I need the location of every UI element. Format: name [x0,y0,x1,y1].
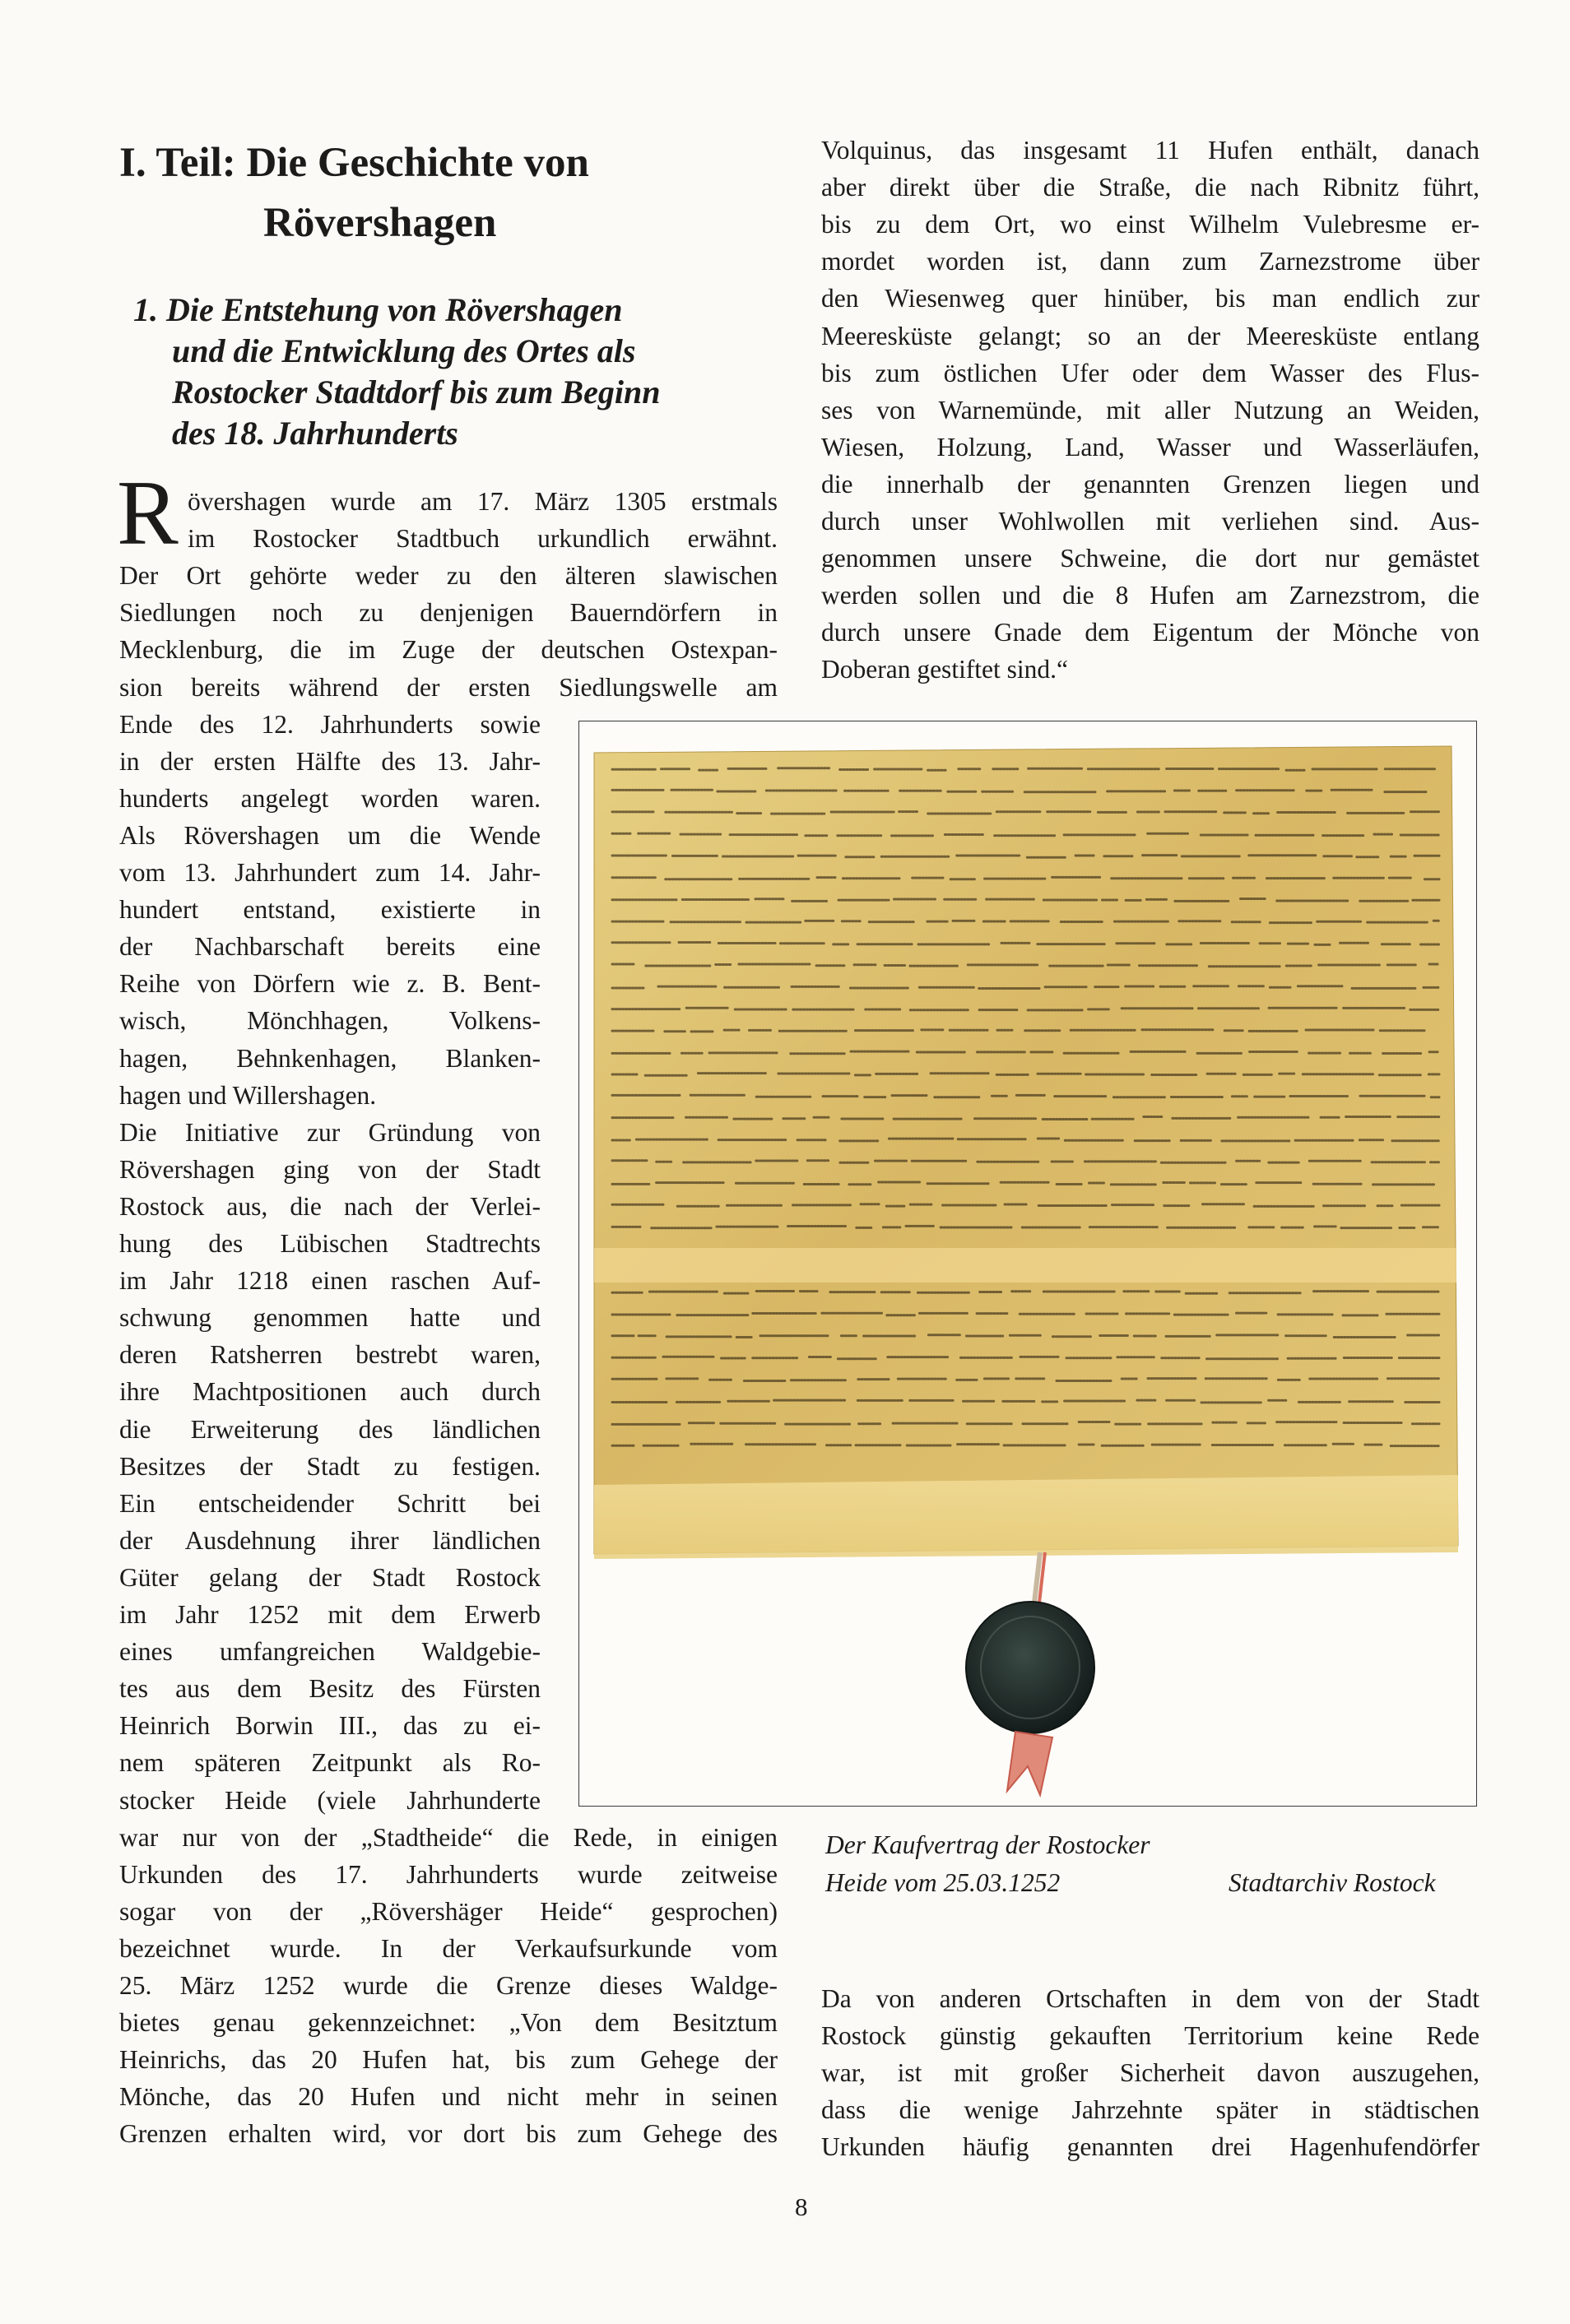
body-text-line: eines umfangreichen Waldgebie- [119,1637,541,1667]
figure-caption-line-1: Der Kaufvertrag der Rostocker [825,1830,1150,1859]
body-text-line: im Jahr 1218 einen raschen Auf- [119,1266,541,1296]
body-text-line: ihre Machtpositionen auch durch [119,1377,541,1407]
body-text-line: bis zu dem Ort, wo einst Wilhelm Vulebresme er- [821,210,1479,239]
parchment-fold [594,1248,1456,1283]
body-text-line: Urkunden des 17. Jahrhunderts wurde zeitweise [119,1859,778,1889]
body-text-line: bis zum östlichen Ufer oder dem Wasser des Flus- [821,358,1479,387]
body-text-line: im Jahr 1252 mit dem Erwerb [119,1600,541,1629]
body-text-line: Als Rövershagen um die Wende [119,820,541,850]
page-number: 8 [795,2192,808,2221]
body-text-line: im Rostocker Stadtbuch urkundlich erwähnt. [188,524,778,554]
body-text-line: Der Ort gehörte weder zu den älteren slawischen [119,561,778,591]
body-text-line: Heinrich Borwin III., das zu ei- [119,1711,541,1741]
section-heading-line-2: und die Entwicklung des Ortes als [172,332,636,369]
body-text-line: hundert entstand, existierte in [119,895,541,925]
body-text-line: dass die wenige Jahrzehnte später in städtischen [821,2095,1479,2125]
section-heading-line-3: Rostocker Stadtdorf bis zum Beginn [172,373,661,411]
section-heading-line-4: des 18. Jahrhunderts [172,415,458,452]
body-text-line: Rostock günstig gekauften Territorium keine Rede [821,2021,1479,2051]
body-text-line: mordet worden ist, dann zum Zarnezstrome über [821,247,1479,276]
body-text-line: Ende des 12. Jahrhunderts sowie [119,709,541,739]
body-text-line: hunderts angelegt worden waren. [119,783,541,813]
body-text-line: bezeichnet wurde. In der Verkaufsurkunde vom [119,1933,778,1963]
body-text-line: nem späteren Zeitpunkt als Ro- [119,1748,541,1778]
body-text-line: Ein entscheidender Schritt bei [119,1488,541,1518]
right-column-bottom [821,1980,1479,2178]
body-text-line: genommen unsere Schweine, die dort nur gemästet [821,544,1479,573]
body-text-line: Da von anderen Ortschaften in dem von der Stadt [821,1984,1479,2013]
chapter-title-line-2: Rövershagen [263,200,497,246]
body-text-line: hagen und Willershagen. [119,1080,377,1110]
body-text-line: övershagen wurde am 17. März 1305 erstmals [188,487,778,516]
figure-caption-line-2: Heide vom 25.03.1252 [825,1868,1061,1897]
body-text-line: sion bereits während der ersten Siedlungswelle am [119,672,778,702]
body-text-line: Besitzes der Stadt zu festigen. [119,1451,541,1481]
body-text-line: Wiesen, Holzung, Land, Wasser und Wasserläufen, [821,432,1479,462]
body-text-line: durch unser Wohlwollen mit verliehen sind. Aus- [821,507,1479,536]
body-text-line: die Erweiterung des ländlichen [119,1414,541,1444]
body-text-line: durch unsere Gnade dem Eigentum der Mönche von [821,618,1479,647]
body-text-line: war, ist mit großer Sicherheit davon auszugehen, [821,2058,1479,2088]
right-column-top [821,132,1479,707]
parchment-bottom-fold [594,1475,1458,1559]
body-text-line: schwung genommen hatte und [119,1303,541,1333]
chapter-title-line-1: I. Teil: Die Geschichte von [119,140,589,186]
figure-credit: Stadtarchiv Rostock [1229,1868,1436,1897]
body-text-line: ses von Warnemünde, mit aller Nutzung an Weiden, [821,395,1479,424]
body-text-line: Rövershagen ging von der Stadt [119,1154,541,1184]
body-text-line: deren Ratsherren bestrebt waren, [119,1340,541,1370]
charter-image [579,721,1476,1806]
body-text-line: Die Initiative zur Gründung von [119,1117,541,1147]
body-text-line: sogar von der „Rövershäger Heide“ gesprochen) [119,1896,778,1926]
body-text-line: vom 13. Jahrhundert zum 14. Jahr- [119,858,541,887]
body-text-line: tes aus dem Besitz des Fürsten [119,1674,541,1704]
wax-seal [966,1602,1094,1733]
body-text-line: den Wiesenweg quer hinüber, bis man endlich zur [821,284,1479,313]
body-text-line: stocker Heide (viele Jahrhunderte [119,1785,541,1815]
parchment-sheet [594,746,1458,1554]
body-text-line: in der ersten Hälfte des 13. Jahr- [119,746,541,776]
body-text-line: hung des Lübischen Stadtrechts [119,1229,541,1258]
body-text-line: Heinrichs, das 20 Hufen hat, bis zum Gehege der [119,2045,778,2075]
body-text-line: Mönche, das 20 Hufen und nicht mehr in seinen [119,2082,778,2112]
ribbon-end [1007,1732,1052,1795]
body-text-line: Reihe von Dörfern wie z. B. Bent- [119,969,541,999]
drop-cap: R [117,462,179,564]
body-text-line: bietes genau gekennzeichnet: „Von dem Besitztum [119,2008,778,2038]
body-text-line: aber direkt über die Straße, die nach Ribnitz führt, [821,173,1479,202]
body-text-line: war nur von der „Stadtheide“ die Rede, in einigen [119,1822,778,1852]
body-text-line: Mecklenburg, die im Zuge der deutschen Ostexpan- [119,635,778,665]
body-text-line: Doberan gestiftet sind.“ [821,655,1069,684]
body-text-line: Volquinus, das insgesamt 11 Hufen enthält, danach [821,136,1479,165]
body-text-line: Rostock aus, die nach der Verlei- [119,1191,541,1221]
body-text-line: hagen, Behnkenhagen, Blanken- [119,1043,541,1073]
body-text-line: wisch, Mönchhagen, Volkens- [119,1006,541,1036]
section-heading-line-1: 1. Die Entstehung von Rövershagen [133,291,623,328]
body-text-line: Meeresküste gelangt; so an der Meeresküste entlang [821,321,1479,350]
body-text-line: Güter gelang der Stadt Rostock [119,1562,541,1592]
body-text-line: der Nachbarschaft bereits eine [119,932,541,962]
body-text-line: werden sollen und die 8 Hufen am Zarnezstrom, die [821,581,1479,610]
body-text-line: Siedlungen noch zu denjenigen Bauerndörfern in [119,598,778,628]
body-text-line: 25. März 1252 wurde die Grenze dieses Waldge- [119,1971,778,2000]
body-text-line: Urkunden häufig genannten drei Hagenhufendörfer [821,2132,1479,2162]
body-text-line: Grenzen erhalten wird, vor dort bis zum Gehege des [119,2119,778,2149]
body-text-line: der Ausdehnung ihrer ländlichen [119,1525,541,1555]
figure-frame [578,721,1477,1807]
body-text-line: die innerhalb der genannten Grenzen liegen und [821,469,1479,499]
